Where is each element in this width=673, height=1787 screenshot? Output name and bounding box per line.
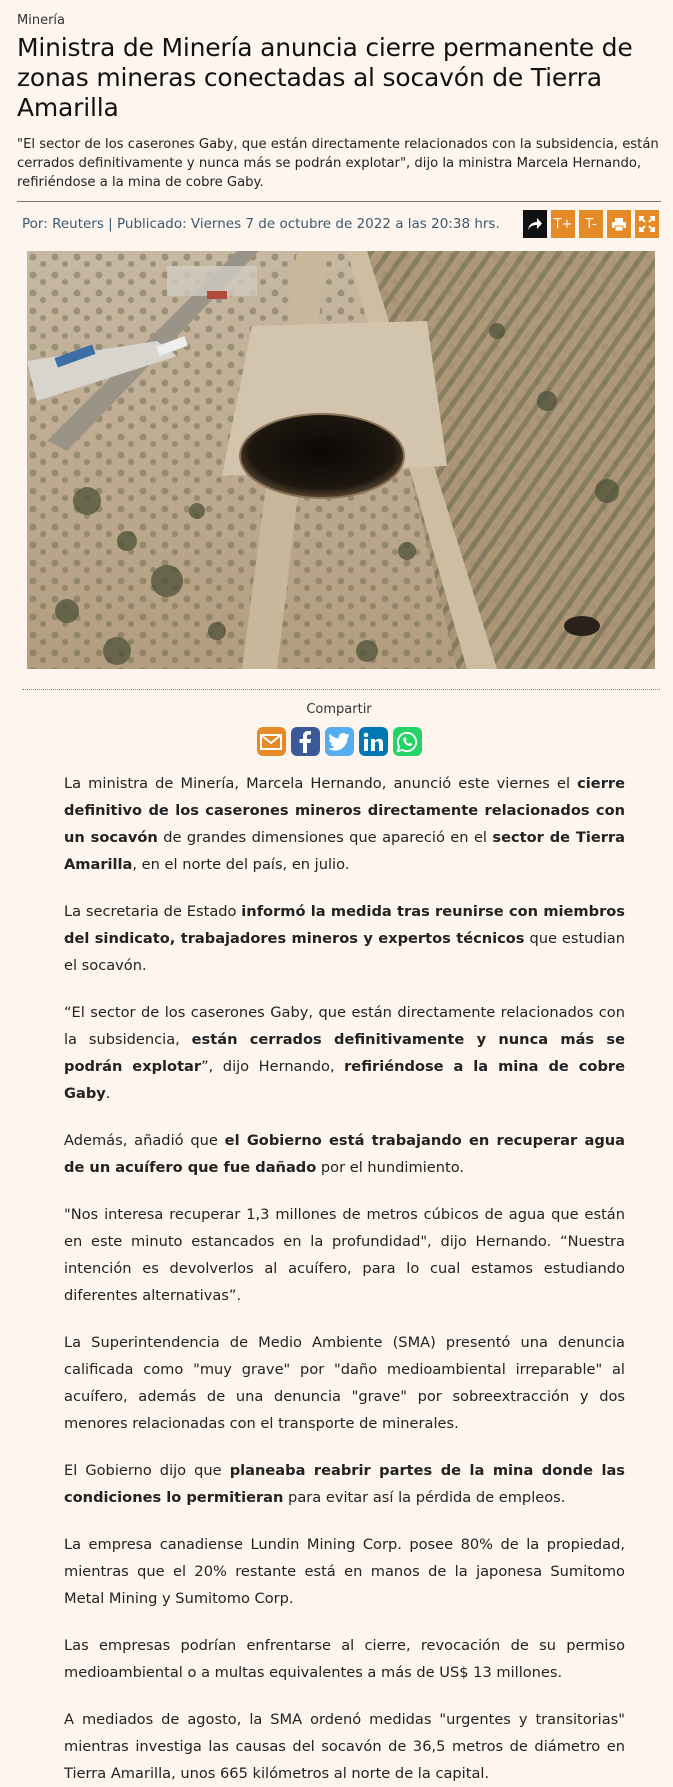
article-paragraph — [64, 770, 625, 878]
bold-text: informó la medida tras reunirse con miembros del sindicato, trabajadores mineros y expertos técnicos — [64, 903, 625, 947]
article-paragraph — [64, 1531, 625, 1612]
article-lead: "El sector de los caserones Gaby, que están directamente relacionados con la subsidencia, están cerrados definitivamente y nunca más se podrán explotar", dijo la ministra Marcela Hernando, refiriéndose a la mina de cobre Gaby. — [17, 137, 659, 190]
bold-text: el Gobierno está trabajando en recuperar agua de un acuífero que fue dañado — [64, 1132, 625, 1176]
article-paragraph — [64, 1329, 625, 1437]
paragraph-text: por el hundimiento. — [316, 1159, 465, 1176]
paragraph-text: La ministra de Minería, Marcela Hernando, anunció este viernes el — [64, 775, 578, 792]
paragraph-text: La Superintendencia de Medio Ambiente (SMA) presentó una denuncia calificada como "muy grave" por "daño medioambiental irreparable" al acuífero, además de una denuncia "grave" por sobreextracción y dos menores relacionadas con el transporte de minerales. — [64, 1334, 625, 1432]
fullscreen-icon[interactable] — [635, 210, 659, 238]
paragraph-text: Las empresas podrían enfrentarse al cierre, revocación de su permiso medioambiental o a multas equivalentes a más de US$ 13 millones. — [64, 1637, 625, 1681]
byline: Por: Reuters | Publicado: Viernes 7 de octubre de 2022 a las 20:38 hrs. — [22, 216, 500, 232]
article-tools — [523, 210, 659, 238]
meta-bar — [17, 201, 661, 240]
article-paragraph — [64, 1706, 625, 1787]
bold-text: están cerrados definitivamente y nunca más se podrán explotar — [64, 1031, 626, 1075]
article-paragraph — [64, 1201, 625, 1309]
email-icon[interactable] — [257, 727, 286, 756]
article-paragraph — [64, 1457, 625, 1511]
linkedin-icon[interactable] — [359, 727, 388, 756]
share-label: Compartir — [306, 702, 372, 717]
paragraph-text: . — [105, 1085, 111, 1102]
bold-text: planeaba reabrir partes de la mina donde las condiciones lo permitieran — [64, 1462, 625, 1506]
bold-text: refiriéndose a la mina de cobre Gaby — [64, 1058, 625, 1102]
section-label[interactable]: Minería — [17, 13, 65, 28]
paragraph-text: de grandes dimensiones que apareció en el — [157, 829, 493, 846]
article-photo — [27, 251, 655, 669]
paragraph-text: A mediados de agosto, la SMA ordenó medidas "urgentes y transitorias" mientras investiga las causas del socavón de 36,5 metros de diámetro en Tierra Amarilla, unos 665 kilómetros al norte de la capital. — [64, 1711, 625, 1782]
paragraph-text: que estudian el socavón. — [64, 930, 625, 974]
paragraph-text: , en el norte del país, en julio. — [132, 856, 350, 873]
bold-text: cierre definitivo de los caserones mineros directamente relacionados con un socavón — [64, 775, 625, 846]
twitter-icon[interactable] — [325, 727, 354, 756]
font-increase-button[interactable]: T+ — [551, 210, 575, 238]
whatsapp-icon[interactable] — [393, 727, 422, 756]
font-decrease-button[interactable]: T- — [579, 210, 603, 238]
paragraph-text: La empresa canadiense Lundin Mining Corp. posee 80% de la propiedad, mientras que el 20% restante está en manos de la japonesa Sumitomo Metal Mining y Sumitomo Corp. — [64, 1536, 625, 1607]
article-body — [17, 756, 661, 1787]
paragraph-text: El Gobierno dijo que — [64, 1462, 230, 1479]
article-paragraph — [64, 1127, 625, 1181]
paragraph-text: Además, añadió que — [64, 1132, 225, 1149]
article-paragraph — [64, 898, 625, 979]
paragraph-text: “El sector de los caserones Gaby, que están directamente relacionados con la subsidencia, — [64, 1004, 625, 1048]
article-title: Ministra de Minería anuncia cierre permanente de zonas mineras conectadas al socavón de Tierra Amarilla — [17, 33, 633, 122]
paragraph-text: ”, dijo Hernando, — [201, 1058, 345, 1075]
paragraph-text: para evitar así la pérdida de empleos. — [283, 1489, 566, 1506]
facebook-icon[interactable] — [291, 727, 320, 756]
print-icon[interactable] — [607, 210, 631, 238]
share-arrow-icon[interactable] — [523, 210, 547, 238]
paragraph-text: La secretaria de Estado — [64, 903, 242, 920]
share-buttons — [17, 727, 661, 756]
paragraph-text: "Nos interesa recuperar 1,3 millones de metros cúbicos de agua que están en este minuto estancados en la profundidad", dijo Hernando. “Nuestra intención es devolverlos al acuífero, para lo cual estamos estudiando diferentes alternativas”. — [64, 1206, 625, 1304]
share-divider — [22, 689, 660, 690]
bold-text: sector de Tierra Amarilla — [64, 829, 625, 873]
article-paragraph — [64, 999, 625, 1107]
article-paragraph — [64, 1632, 625, 1686]
